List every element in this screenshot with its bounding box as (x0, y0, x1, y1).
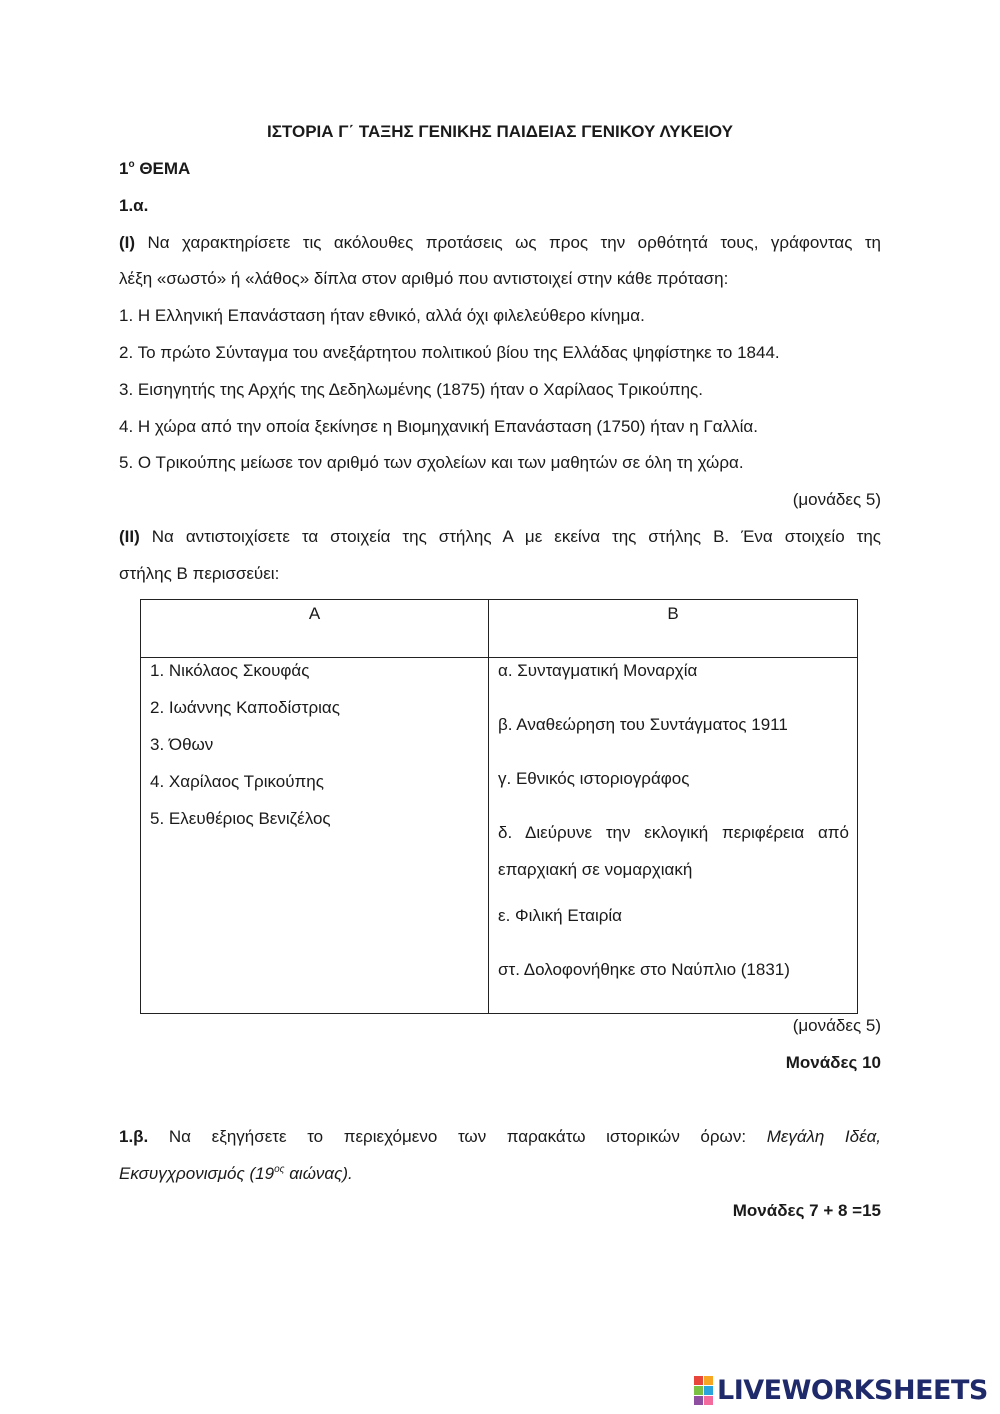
part2-instruction-line1 (119, 526, 881, 548)
part1-instruction-line2: λέξη «σωστό» ή «λάθος» δίπλα στον αριθμό που αντιστοιχεί στην κάθε πρόταση: (119, 269, 729, 288)
question-1b-term-2: Εκσυγχρονισμός (19 (119, 1164, 275, 1183)
part2-points: (μονάδες 5) (792, 1016, 881, 1035)
statement-2: 2. Το πρώτο Σύνταγμα του ανεξάρτητου πολιτικού βίου της Ελλάδας ψηφίστηκε το 1844. (119, 343, 780, 362)
column-a-item: 4. Χαρίλαος Τρικούπης (150, 772, 324, 791)
theme-label: ΘΕΜΑ (139, 159, 191, 178)
part1-points: (μονάδες 5) (792, 490, 881, 509)
matching-table (140, 599, 858, 1014)
question-1b-line1 (119, 1126, 881, 1148)
question-1b-label: 1.β. (119, 1127, 149, 1146)
liveworksheets-logo (694, 1376, 988, 1404)
part2-instruction-text: Να αντιστοιχίσετε τα στοιχεία της στήλης Α με εκείνα της στήλης Β. Ένα στοιχείο της (151, 527, 881, 546)
column-b-header: Β (489, 600, 858, 658)
logo-block (694, 1386, 703, 1395)
column-a-item: 3. Όθων (150, 735, 214, 754)
part1-instruction-line1 (119, 232, 881, 254)
logo-block (694, 1396, 703, 1405)
column-b-item: ε. Φιλική Εταιρία (498, 906, 623, 925)
column-a-cell (141, 658, 489, 1014)
logo-block (694, 1376, 703, 1385)
column-b-item: στ. Δολοφονήθηκε στο Ναύπλιο (1831) (498, 960, 790, 979)
column-b-item: β. Αναθεώρηση του Συντάγματος 1911 (498, 715, 788, 734)
column-a-item: 2. Ιωάννης Καποδίστριας (150, 698, 340, 717)
column-b-cell (489, 658, 858, 1014)
logo-text: LIVEWORKSHEETS (717, 1374, 988, 1406)
column-a-item: 5. Ελευθέριος Βενιζέλος (150, 809, 331, 828)
statement-5: 5. Ο Τρικούπης μείωσε τον αριθμό των σχολείων και των μαθητών σε όλη τη χώρα. (119, 453, 744, 472)
column-a-item: 1. Νικόλαος Σκουφάς (150, 661, 310, 680)
theme-heading (119, 158, 881, 180)
theme-sup: ο (128, 159, 135, 170)
question-1a-total: Μονάδες 10 (785, 1053, 881, 1072)
century-sup: ος (274, 1164, 285, 1175)
part2-tag: (ΙΙ) (119, 527, 140, 546)
question-1b-total: Μονάδες 7 + 8 =15 (732, 1201, 881, 1220)
part1-instruction-text: Να χαρακτηρίσετε τις ακόλουθες προτάσεις ως προς την ορθότητά τους, γράφοντας τη (147, 233, 881, 252)
statement-3: 3. Εισηγητής της Αρχής της Δεδηλωμένης (1875) ήταν ο Χαρίλαος Τρικούπης. (119, 380, 703, 399)
question-1b-text: Να εξηγήσετε το περιεχόμενο των παρακάτω ιστορικών όρων: (168, 1127, 747, 1146)
table-header-row (141, 600, 858, 658)
table-body-row (141, 658, 858, 1014)
statement-4: 4. Η χώρα από την οποία ξεκίνησε η Βιομηχανική Επανάσταση (1750) ήταν η Γαλλία. (119, 417, 758, 436)
question-1a-label: 1.α. (119, 196, 149, 215)
question-1b-term-1: Μεγάλη Ιδέα, (766, 1127, 881, 1146)
question-1b-line2 (119, 1163, 881, 1185)
page-title: ΙΣΤΟΡΙΑ Γ΄ ΤΑΞΗΣ ΓΕΝΙΚΗΣ ΠΑΙΔΕΙΑΣ ΓΕΝΙΚΟΥ ΛΥΚΕΙΟΥ (266, 122, 734, 141)
column-b-item: α. Συνταγματική Μοναρχία (498, 661, 698, 680)
column-b-item: δ. Διεύρυνε την εκλογική περιφέρεια από επαρχιακή σε νομαρχιακή (498, 823, 849, 879)
part1-tag: (Ι) (119, 233, 136, 252)
question-1b-term-2-end: αιώνας). (284, 1164, 353, 1183)
logo-block (704, 1396, 713, 1405)
logo-blocks-icon (694, 1376, 713, 1405)
statement-1: 1. Η Ελληνική Επανάσταση ήταν εθνικό, αλλά όχι φιλελεύθερο κίνημα. (119, 306, 645, 325)
column-a-header: Α (141, 600, 489, 658)
part2-instruction-line2: στήλης Β περισσεύει: (119, 564, 280, 583)
logo-block (704, 1386, 713, 1395)
column-b-item: γ. Εθνικός ιστοριογράφος (498, 769, 690, 788)
logo-block (704, 1376, 713, 1385)
theme-number: 1 (119, 159, 129, 178)
